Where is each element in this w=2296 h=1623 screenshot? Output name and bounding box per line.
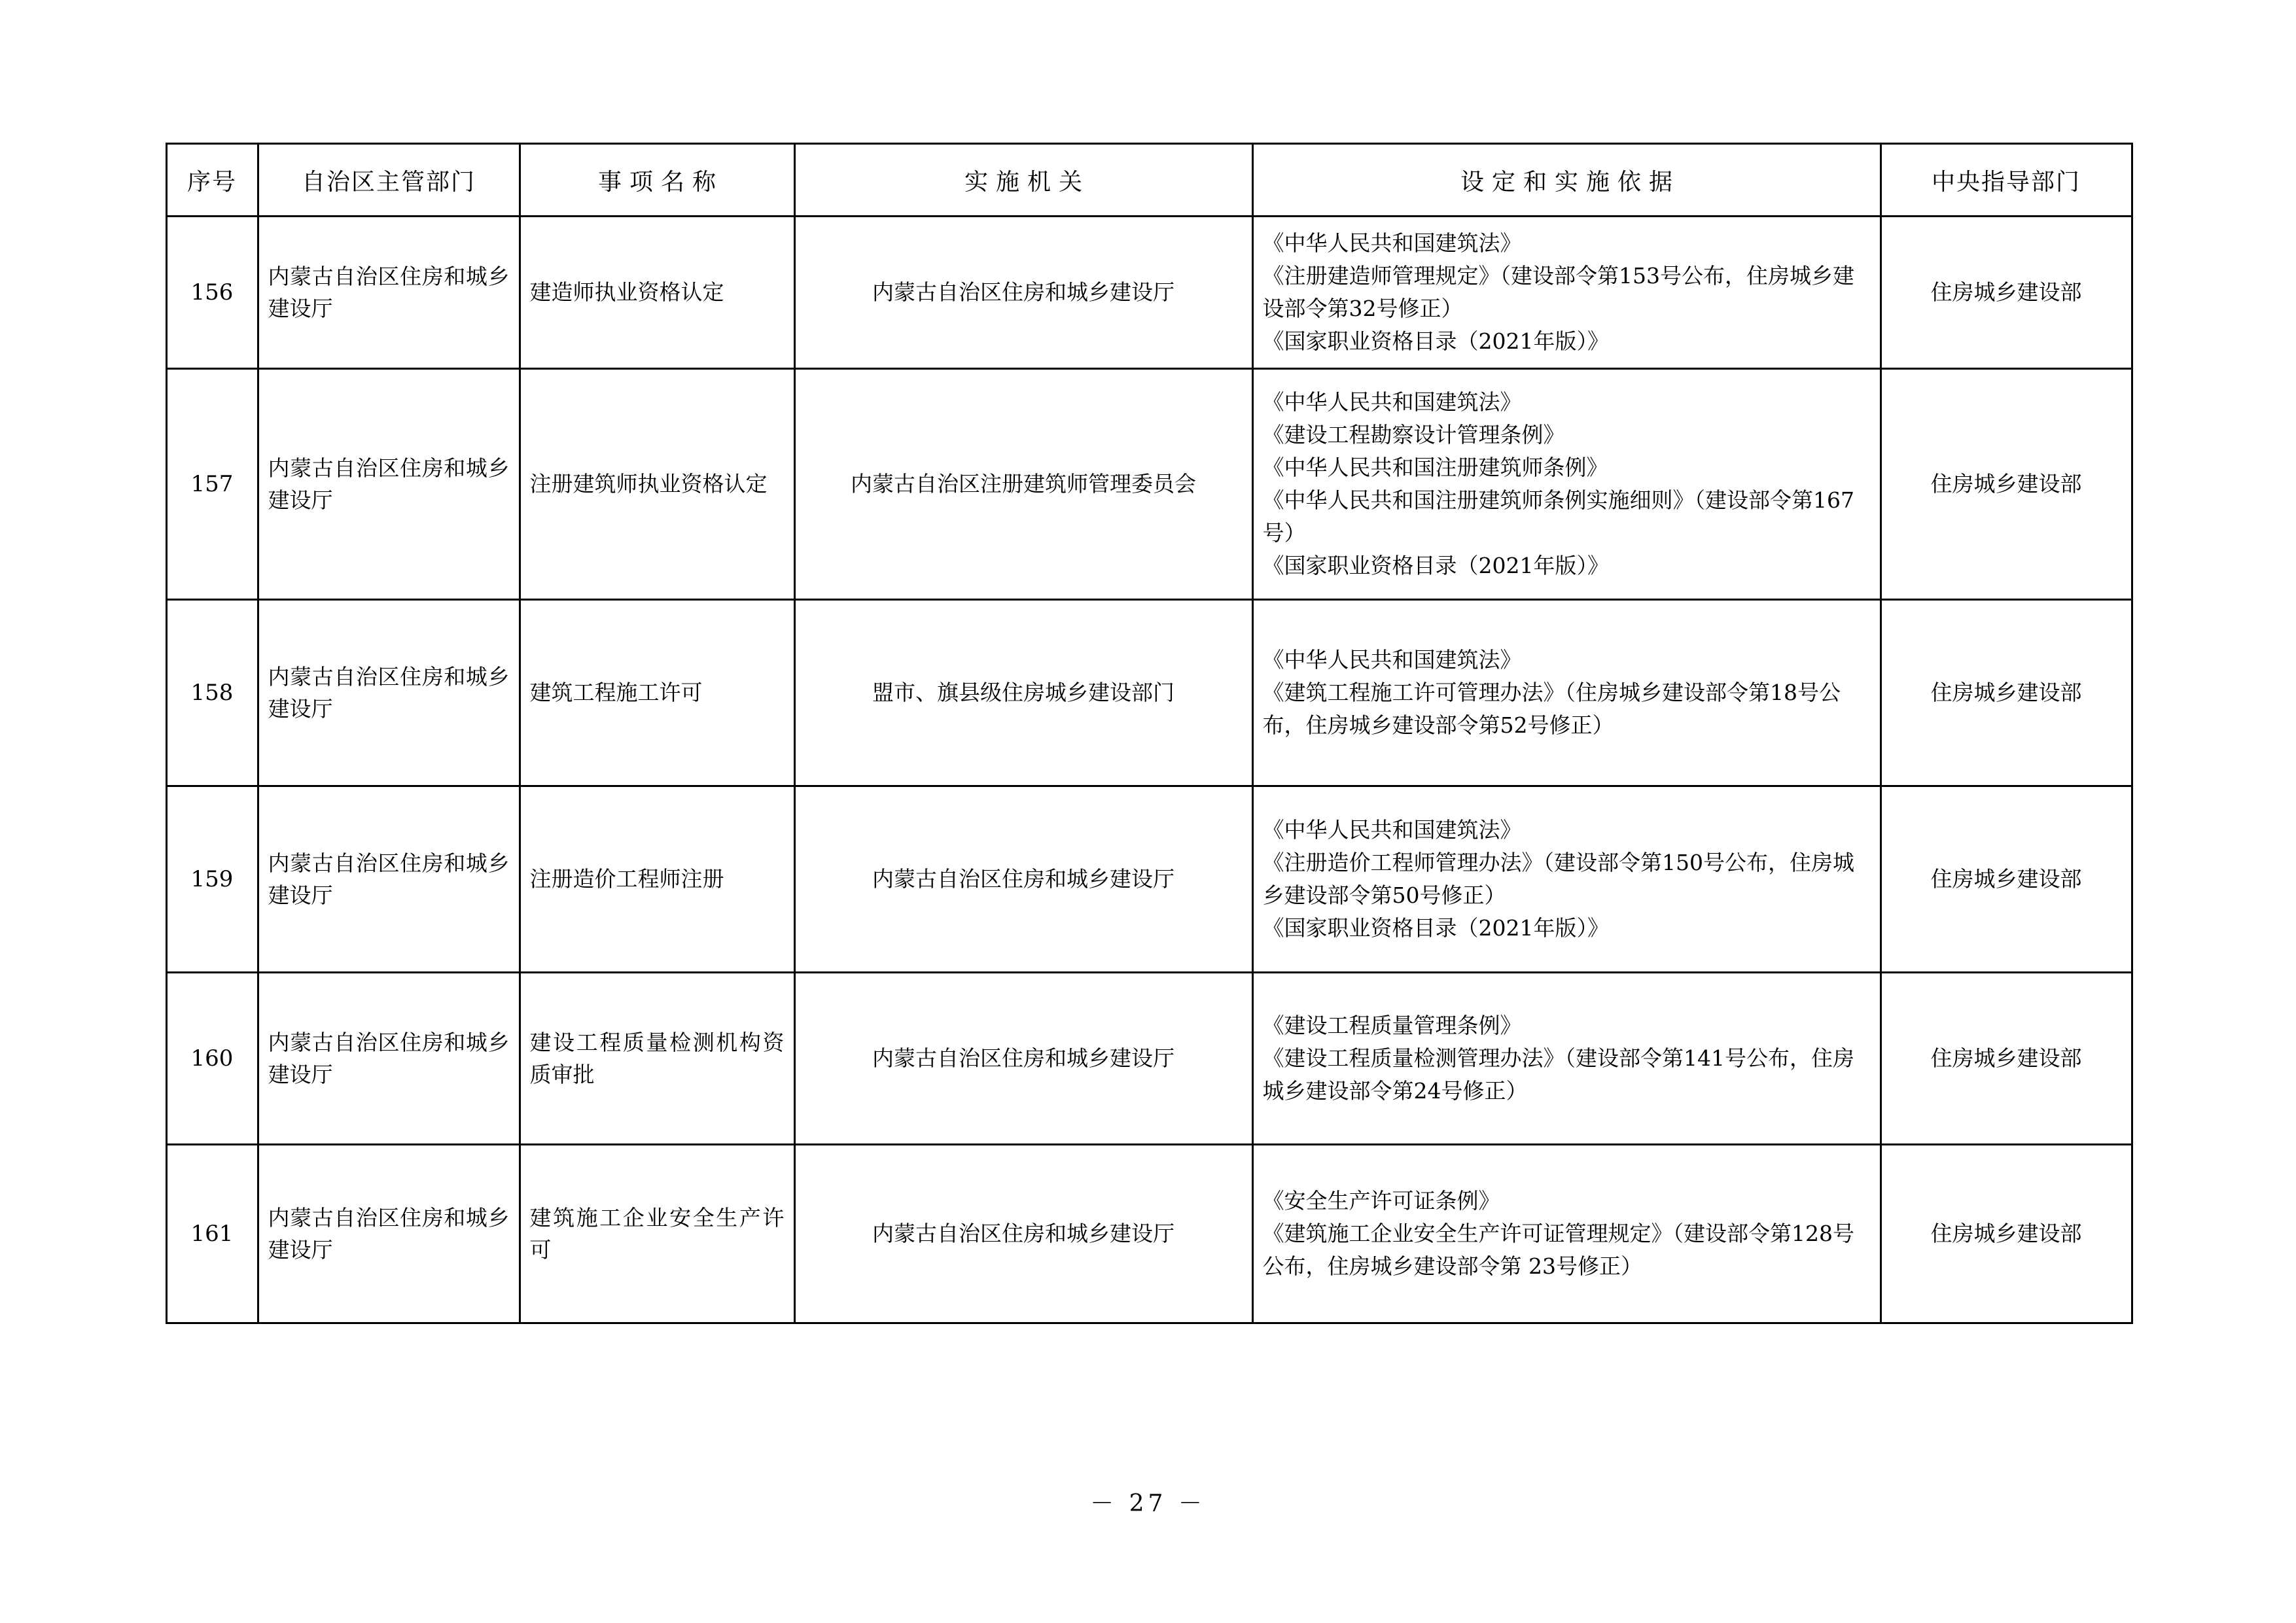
- column-header-central: 中央指导部门: [1881, 144, 2132, 217]
- basis-line: 《中华人民共和国建筑法》: [1262, 816, 1522, 843]
- basis-line: 《国家职业资格目录（2021年版）》: [1262, 328, 1609, 355]
- basis-line: 《注册造价工程师管理办法》（建设部令第150号公布，住房城乡建设部令第50号修正）: [1262, 849, 1854, 908]
- basis-line: 《中华人民共和国注册建筑师条例》: [1262, 454, 1608, 480]
- cell-index: 159: [166, 786, 258, 973]
- basis-line: 《中华人民共和国建筑法》: [1262, 389, 1522, 415]
- table-header-row: [166, 144, 2132, 217]
- cell-department: 内蒙古自治区住房和城乡建设厅: [258, 217, 520, 369]
- cell-basis: [1252, 1145, 1881, 1323]
- cell-index: 158: [166, 600, 258, 786]
- basis-line: 《中华人民共和国建筑法》: [1262, 230, 1522, 256]
- cell-department: 内蒙古自治区住房和城乡建设厅: [258, 600, 520, 786]
- cell-central: 住房城乡建设部: [1881, 786, 2132, 973]
- cell-organ: 内蒙古自治区住房和城乡建设厅: [794, 973, 1252, 1145]
- cell-index: 157: [166, 369, 258, 600]
- cell-index: 156: [166, 217, 258, 369]
- table-row: [166, 600, 2132, 786]
- cell-basis: [1252, 600, 1881, 786]
- cell-department: 内蒙古自治区住房和城乡建设厅: [258, 1145, 520, 1323]
- column-header-item: 事项名称: [520, 144, 794, 217]
- basis-line: 《国家职业资格目录（2021年版）》: [1262, 915, 1609, 941]
- cell-central: 住房城乡建设部: [1881, 973, 2132, 1145]
- cell-index: 161: [166, 1145, 258, 1323]
- cell-department: 内蒙古自治区住房和城乡建设厅: [258, 786, 520, 973]
- cell-organ: 内蒙古自治区住房和城乡建设厅: [794, 217, 1252, 369]
- basis-line: 《建筑施工企业安全生产许可证管理规定》（建设部令第128号公布，住房城乡建设部令第 23号修正）: [1262, 1220, 1854, 1280]
- column-header-basis: 设定和实施依据: [1252, 144, 1881, 217]
- table-row: [166, 369, 2132, 600]
- cell-organ: 盟市、旗县级住房城乡建设部门: [794, 600, 1252, 786]
- basis-line: 《国家职业资格目录（2021年版）》: [1262, 553, 1609, 579]
- table-row: [166, 1145, 2132, 1323]
- column-header-index: 序号: [166, 144, 258, 217]
- table-body: [166, 217, 2132, 1323]
- basis-line: 《注册建造师管理规定》（建设部令第153号公布，住房城乡建设部令第32号修正）: [1262, 262, 1854, 321]
- cell-central: 住房城乡建设部: [1881, 369, 2132, 600]
- cell-basis: [1252, 786, 1881, 973]
- cell-item: 建筑工程施工许可: [520, 600, 794, 786]
- cell-department: 内蒙古自治区住房和城乡建设厅: [258, 973, 520, 1145]
- cell-central: 住房城乡建设部: [1881, 1145, 2132, 1323]
- cell-basis: [1252, 369, 1881, 600]
- basis-line: 《建设工程质量管理条例》: [1262, 1012, 1522, 1038]
- cell-organ: 内蒙古自治区住房和城乡建设厅: [794, 1145, 1252, 1323]
- cell-item: 注册造价工程师注册: [520, 786, 794, 973]
- table-row: [166, 786, 2132, 973]
- cell-item: 建设工程质量检测机构资质审批: [520, 973, 794, 1145]
- table-header: [166, 144, 2132, 217]
- column-header-organ: 实施机关: [794, 144, 1252, 217]
- basis-line: 《建筑工程施工许可管理办法》（住房城乡建设部令第18号公布，住房城乡建设部令第52号修正）: [1262, 679, 1841, 739]
- basis-line: 《建设工程勘察设计管理条例》: [1262, 421, 1565, 447]
- cell-index: 160: [166, 973, 258, 1145]
- cell-item: 建筑施工企业安全生产许可: [520, 1145, 794, 1323]
- table-container: [166, 143, 2131, 1324]
- cell-organ: 内蒙古自治区住房和城乡建设厅: [794, 786, 1252, 973]
- administrative-items-table: [166, 143, 2133, 1324]
- cell-item: 建造师执业资格认定: [520, 217, 794, 369]
- cell-organ: 内蒙古自治区注册建筑师管理委员会: [794, 369, 1252, 600]
- basis-line: 《中华人民共和国建筑法》: [1262, 646, 1522, 672]
- page-number: － 27 －: [1090, 1490, 1206, 1517]
- cell-item: 注册建筑师执业资格认定: [520, 369, 794, 600]
- column-header-department: 自治区主管部门: [258, 144, 520, 217]
- cell-basis: [1252, 973, 1881, 1145]
- basis-line: 《安全生产许可证条例》: [1262, 1187, 1500, 1213]
- cell-department: 内蒙古自治区住房和城乡建设厅: [258, 369, 520, 600]
- table-row: [166, 217, 2132, 369]
- basis-line: 《中华人民共和国注册建筑师条例实施细则》（建设部令第167号）: [1262, 487, 1854, 546]
- cell-basis: [1252, 217, 1881, 369]
- table-row: [166, 973, 2132, 1145]
- cell-central: 住房城乡建设部: [1881, 600, 2132, 786]
- cell-central: 住房城乡建设部: [1881, 217, 2132, 369]
- basis-line: 《建设工程质量检测管理办法》（建设部令第141号公布，住房城乡建设部令第24号修正）: [1262, 1045, 1854, 1104]
